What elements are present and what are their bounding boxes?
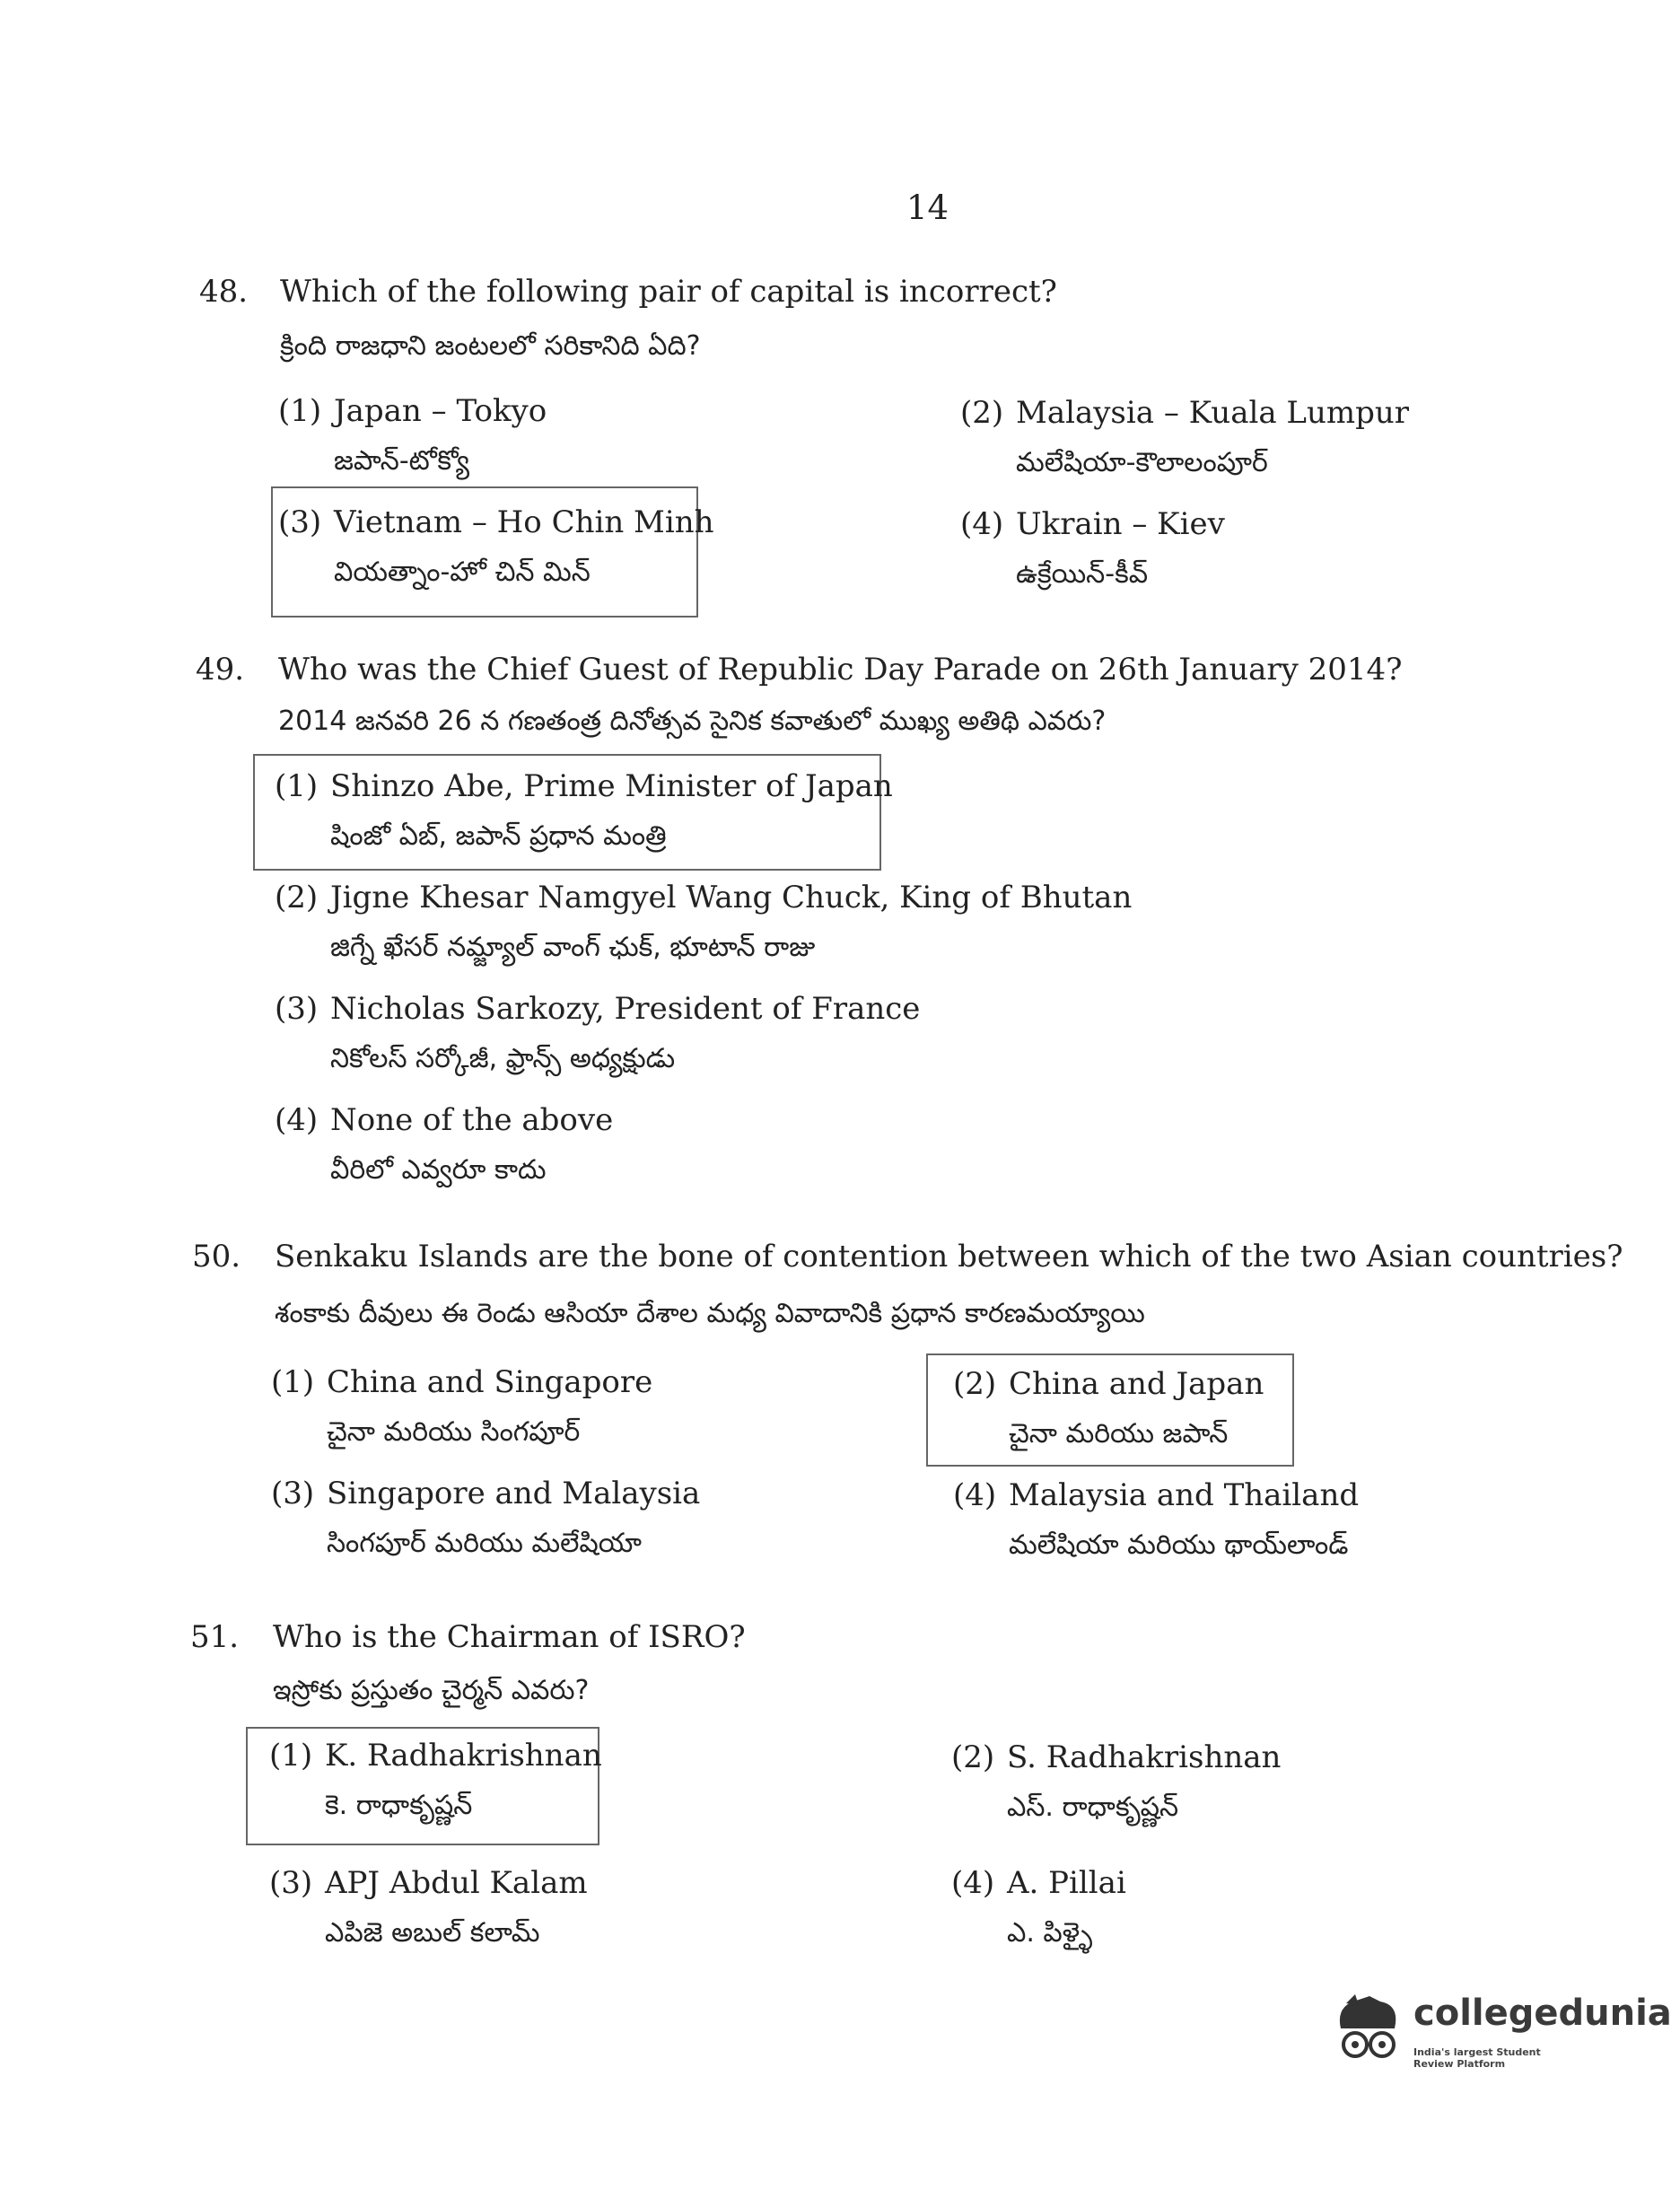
q49-option-3 <box>275 991 920 1081</box>
option-telugu: చైనా మరియు సింగపూర్ <box>327 1416 581 1448</box>
option-number: (3) <box>269 1865 313 1901</box>
option-number: (2) <box>275 880 319 915</box>
option-number: (2) <box>953 1366 997 1402</box>
question-51-number: 51. <box>190 1619 240 1655</box>
question-48-telugu: క్రింది రాజధాని జంటలలో సరికానిది ఏది? <box>280 330 701 362</box>
option-telugu: నికోలస్ సర్కోజీ, ఫ్రాన్స్ అధ్యక్షుడు <box>330 1043 676 1074</box>
logo-brand: collegedunia <box>1413 1993 1672 2034</box>
option-english: China and Japan <box>1009 1366 1264 1402</box>
option-english: None of the above <box>330 1102 614 1138</box>
option-telugu: మలేషియా-కౌలాలంపూర్ <box>1016 447 1268 478</box>
option-number: (1) <box>271 1364 315 1400</box>
question-51-text: Who is the Chairman of ISRO? <box>273 1619 746 1655</box>
q49-option-1 <box>275 768 893 858</box>
q48-option-1 <box>278 393 547 483</box>
collegedunia-logo <box>1328 1993 1672 2073</box>
option-number: (3) <box>271 1476 315 1511</box>
option-english: A. Pillai <box>1007 1865 1126 1901</box>
mascot-icon <box>1328 1993 1409 2073</box>
q51-option-4 <box>951 1865 1126 1955</box>
q50-option-3 <box>271 1476 700 1565</box>
option-number: (3) <box>278 504 322 540</box>
option-english: Shinzo Abe, Prime Minister of Japan <box>330 768 893 804</box>
option-number: (1) <box>278 393 322 429</box>
q51-option-2 <box>951 1739 1281 1829</box>
option-number: (4) <box>953 1477 997 1513</box>
option-english: Malaysia and Thailand <box>1009 1477 1360 1513</box>
option-telugu: ఉక్రేయిన్-కీవ్ <box>1016 558 1149 590</box>
logo-tagline: India's largest Student Review Platform <box>1413 2046 1541 2070</box>
option-telugu: మలేషియా మరియు థాయ్‌లాండ్ <box>1009 1529 1349 1561</box>
question-50-text: Senkaku Islands are the bone of contention between which of the two Asian countries? <box>275 1239 1623 1275</box>
page-number: 14 <box>906 188 949 227</box>
q50-option-2 <box>953 1366 1264 1456</box>
q49-option-4 <box>275 1102 613 1192</box>
option-english: Singapore and Malaysia <box>327 1476 701 1511</box>
question-48-text: Which of the following pair of capital is incorrect? <box>280 274 1057 310</box>
question-48-number: 48. <box>199 274 249 310</box>
option-english: Nicholas Sarkozy, President of France <box>330 991 921 1027</box>
option-telugu: ఎస్. రాధాకృష్ణన్ <box>1007 1791 1179 1823</box>
option-number: (1) <box>275 768 319 804</box>
option-telugu: జపాన్-టోక్యో <box>334 445 470 477</box>
question-50-number: 50. <box>192 1239 241 1275</box>
option-number: (1) <box>269 1738 313 1774</box>
option-telugu: షింజో ఏబ్, జపాన్ ప్రధాన మంత్రి <box>330 820 667 852</box>
option-telugu: సింగపూర్ మరియు మలేషియా <box>327 1528 642 1559</box>
option-telugu: ఎ. పిళ్ళై <box>1007 1917 1093 1949</box>
option-telugu: వియత్నాం-హో చిన్ మిన్ <box>334 556 591 588</box>
option-english: Malaysia – Kuala Lumpur <box>1016 395 1410 431</box>
option-number: (4) <box>951 1865 995 1901</box>
option-english: S. Radhakrishnan <box>1007 1739 1282 1775</box>
option-number: (4) <box>960 506 1004 542</box>
option-number: (2) <box>951 1739 995 1775</box>
option-english: Vietnam – Ho Chin Minh <box>334 504 714 540</box>
question-50-telugu: శంకాకు దీవులు ఈ రెండు ఆసియా దేశాల మధ్య వివాదానికి ప్రధాన కారణమయ్యాయి <box>275 1298 1145 1329</box>
option-telugu: చైనా మరియు జపాన్ <box>1009 1418 1229 1450</box>
option-number: (3) <box>275 991 319 1027</box>
question-49-number: 49. <box>196 652 245 688</box>
q48-option-2 <box>960 395 1409 485</box>
option-english: Jigne Khesar Namgyel Wang Chuck, King of Bhutan <box>330 880 1133 915</box>
option-english: Ukrain – Kiev <box>1016 506 1225 542</box>
option-telugu: కె. రాధాకృష్ణన్ <box>325 1790 473 1821</box>
q50-option-1 <box>271 1364 652 1454</box>
q49-option-2 <box>275 880 1132 969</box>
option-number: (2) <box>960 395 1004 431</box>
option-telugu: వీరిలో ఎవ్వరూ కాదు <box>330 1154 547 1186</box>
question-49-text: Who was the Chief Guest of Republic Day Parade on 26th January 2014? <box>278 652 1403 688</box>
option-english: K. Radhakrishnan <box>325 1738 602 1774</box>
option-english: Japan – Tokyo <box>334 393 547 429</box>
option-english: APJ Abdul Kalam <box>325 1865 588 1901</box>
question-51-telugu: ఇస్రోకు ప్రస్తుతం చైర్మన్ ఎవరు? <box>273 1675 590 1706</box>
option-english: China and Singapore <box>327 1364 653 1400</box>
option-number: (4) <box>275 1102 319 1138</box>
q51-option-1 <box>269 1738 602 1827</box>
option-telugu: ఎపిజె అబుల్ కలామ్ <box>325 1917 540 1949</box>
q50-option-4 <box>953 1477 1359 1567</box>
q51-option-3 <box>269 1865 588 1955</box>
q48-option-3 <box>278 504 714 594</box>
option-telugu: జిగ్నే ఖేసర్ నమ్జ్యాల్ వాంగ్ ఛుక్, భూటాన్ రాజు <box>330 932 816 963</box>
question-49-telugu: 2014 జనవరి 26 న గణతంత్ర దినోత్సవ సైనిక కవాతులో ముఖ్య అతిథి ఎవరు? <box>278 705 1107 737</box>
q48-option-4 <box>960 506 1225 596</box>
